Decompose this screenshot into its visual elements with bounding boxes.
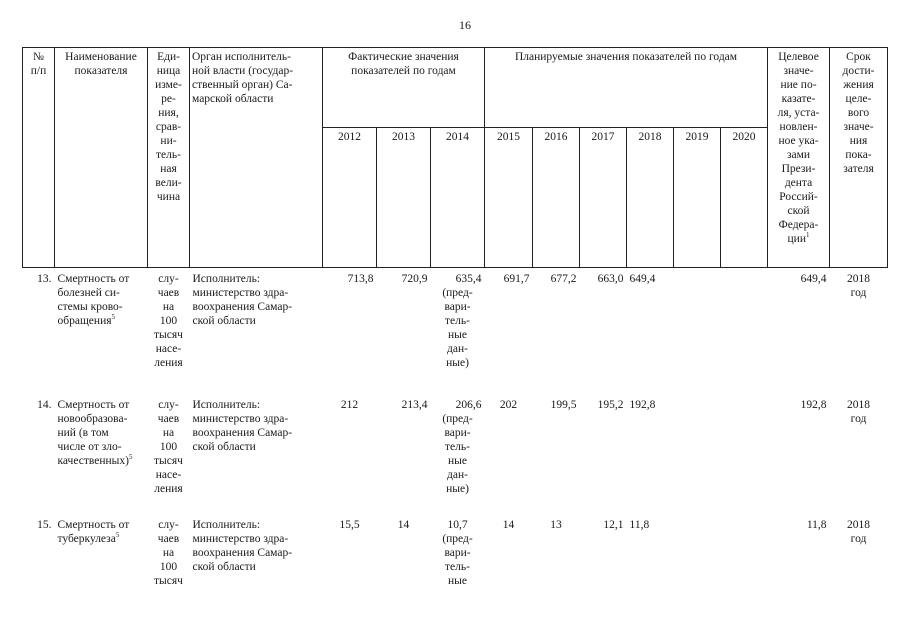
header-year-2013: 2013 [377,128,431,268]
row-name-text: Смертность от туберкулеза [57,519,130,545]
row-unit: слу- чаев на 100 тысяч [154,519,183,587]
row-value-2012: 212 [340,399,359,411]
row-value-2014-number: 206,6 [455,399,482,411]
row-name [55,268,148,393]
row-value-2018: 11,8 [629,519,650,531]
page-number: 16 [459,18,471,32]
row-value-2012: 15,5 [339,519,360,531]
row-name-text: Смертность от болезней си- стемы крово- обращения [57,273,130,327]
header-row-1 [23,48,888,128]
table-row [23,268,888,393]
row-value-2015: 14 [502,519,515,531]
header-planned-group: Планируемые значения показателей по годам [485,48,768,128]
header-year-2016: 2016 [533,128,580,268]
row-value-2015: 202 [499,399,518,411]
row-value-2014 [431,392,485,512]
row-value-2012: 713,8 [347,273,374,285]
row-value-2014 [431,512,485,590]
row-deadline: 2018 год [847,519,871,545]
row-value-2019 [674,268,721,393]
row-name-footnote: 5 [111,313,116,322]
row-name [55,392,148,512]
header-year-2015: 2015 [485,128,533,268]
header-year-2018: 2018 [627,128,674,268]
row-num: 13. [37,273,52,285]
row-value-2014-note: (пред- вари- тель- ные дан- ные) [442,287,473,369]
row-authority: Исполнитель: министерство здра- воохранения Самар- ской области [192,273,293,327]
table-row [23,512,888,590]
header-name: Наименование показателя [55,48,148,268]
row-value-2019 [674,392,721,512]
header-year-2014: 2014 [431,128,485,268]
row-value-2020 [721,268,768,393]
header-year-2012: 2012 [323,128,377,268]
row-value-2014 [431,268,485,393]
row-value-2015: 691,7 [503,273,530,285]
row-value-2014-note: (пред- вари- тель- ные дан- ные) [442,413,473,495]
row-num: 14. [37,399,52,411]
row-value-2017: 195,2 [597,399,624,411]
header-num: № п/п [23,48,55,268]
row-value-2013: 720,9 [401,273,428,285]
header-year-2020: 2020 [721,128,768,268]
row-value-2014-note: (пред- вари- тель- ные [442,533,473,587]
header-unit: Еди- ница изме- ре- ния, срав- ни- тель- ная вели- чина [148,48,190,268]
row-value-2014-number: 10,7 [447,519,468,531]
row-value-2016: 13 [550,519,562,531]
row-unit: слу- чаев на 100 тысяч насе- ления [154,399,183,495]
row-value-2016: 199,5 [550,399,577,411]
row-value-2018: 192,8 [629,399,656,411]
row-value-2017: 12,1 [603,519,624,531]
header-year-2019: 2019 [674,128,721,268]
row-name-footnote: 5 [128,453,133,462]
row-target: 649,4 [800,273,827,285]
row-target: 192,8 [800,399,827,411]
row-deadline: 2018 год [847,273,871,299]
row-value-2013: 14 [397,519,410,531]
header-target [768,48,830,268]
row-value-2013: 213,4 [401,399,428,411]
row-value-2014-number: 635,4 [455,273,482,285]
header-target-text: Целевое значе- ние по- казате- ля, уста- новлен- ное ука- зами Прези- дента Россий- ской Федера- ции [777,51,820,245]
row-unit: слу- чаев на 100 тысяч насе- ления [154,273,183,369]
row-value-2018: 649,4 [629,273,656,285]
row-value-2020 [721,512,768,590]
table-row [23,392,888,512]
row-value-2020 [721,392,768,512]
header-authority: Орган исполнитель- ной власти (государ- ственный орган) Са- марской области [190,48,323,268]
row-target: 11,8 [806,519,827,531]
header-target-footnote: 1 [806,231,810,240]
row-authority: Исполнитель: министерство здра- воохранения Самар- ской области [192,399,293,453]
header-deadline: Срок дости- жения целе- вого значе- ния пока- зателя [830,48,888,268]
indicators-table [22,47,888,590]
row-value-2019 [674,512,721,590]
row-deadline: 2018 год [847,399,871,425]
header-year-2017: 2017 [580,128,627,268]
row-name-footnote: 5 [115,531,120,540]
row-name [55,512,148,590]
row-authority: Исполнитель: министерство здра- воохранения Самар- ской области [192,519,293,573]
row-num: 15. [37,519,52,531]
row-value-2016: 677,2 [550,273,577,285]
header-actual-group: Фактические значения показателей по годам [323,48,485,128]
row-value-2017: 663,0 [597,273,624,285]
row-name-text: Смертность от новообразова- ний (в том числе от зло- качественных) [57,399,130,467]
